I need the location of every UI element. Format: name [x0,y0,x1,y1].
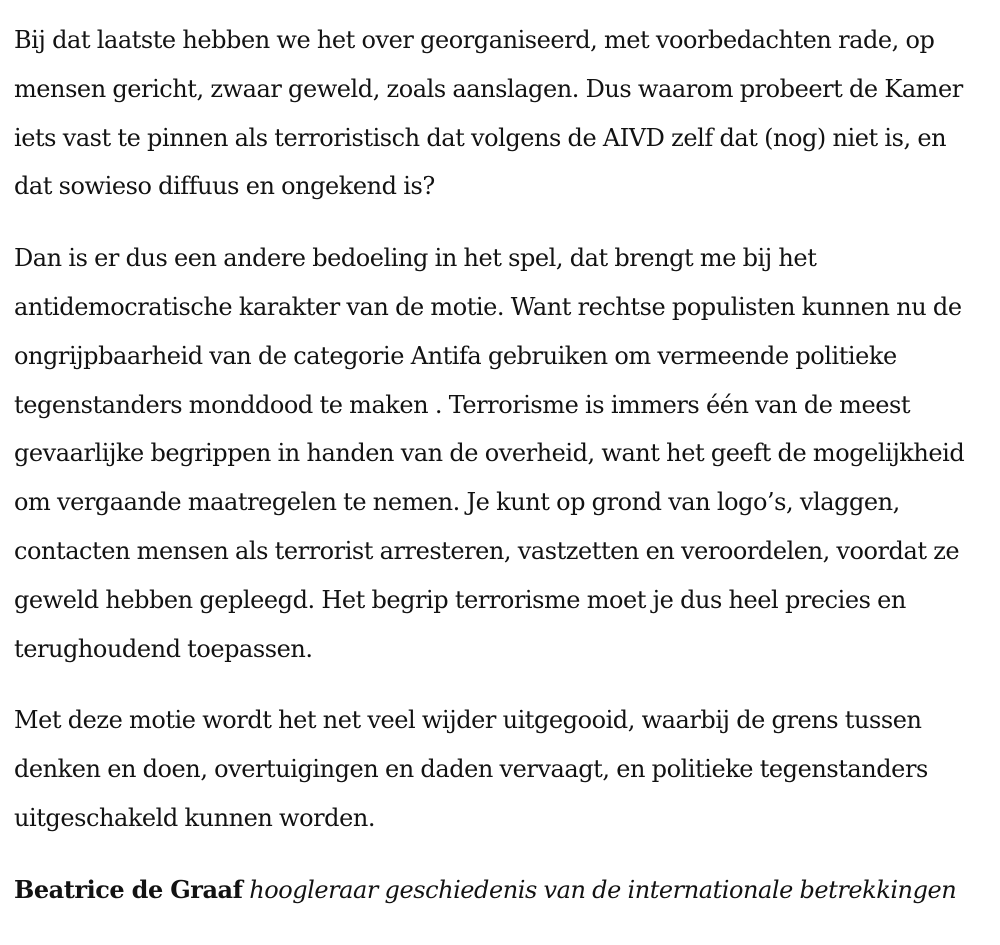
author-role: hoogleraar geschiedenis van de internationale betrekkingen [249,875,957,904]
article-paragraph: Bij dat laatste hebben we het over georganiseerd, met voorbedachten rade, op mensen gericht, zwaar geweld, zoals aanslagen. Dus waarom probeert de Kamer iets vast te pinnen als terroristisch dat volgens de AIVD zelf dat (nog) niet is, en dat sowieso diffuus en ongekend is? [14,26,963,201]
article-paragraph: Met deze motie wordt het net veel wijder uitgegooid, waarbij de grens tussen denken en doen, overtuigingen en daden vervaagt, en politieke tegenstanders uitgeschakeld kunnen worden. [14,706,928,832]
author-byline [14,866,986,915]
article-paragraph: Dan is er dus een andere bedoeling in het spel, dat brengt me bij het antidemocratische karakter van de motie. Want rechtse populisten kunnen nu de ongrijpbaarheid van de categorie Antifa gebruiken om vermeende politieke tegenstanders monddood te maken . Terrorisme is immers één van de meest gevaarlijke begrippen in handen van de overheid, want het geeft de mogelijkheid om vergaande maatregelen te nemen. Je kunt op grond van logo’s, vlaggen, contacten mensen als terrorist arresteren, vastzetten en veroordelen, voordat ze geweld hebben gepleegd. Het begrip terrorisme moet je dus heel precies en terughoudend toepassen. [14,244,965,663]
author-name: Beatrice de Graaf [14,874,243,904]
